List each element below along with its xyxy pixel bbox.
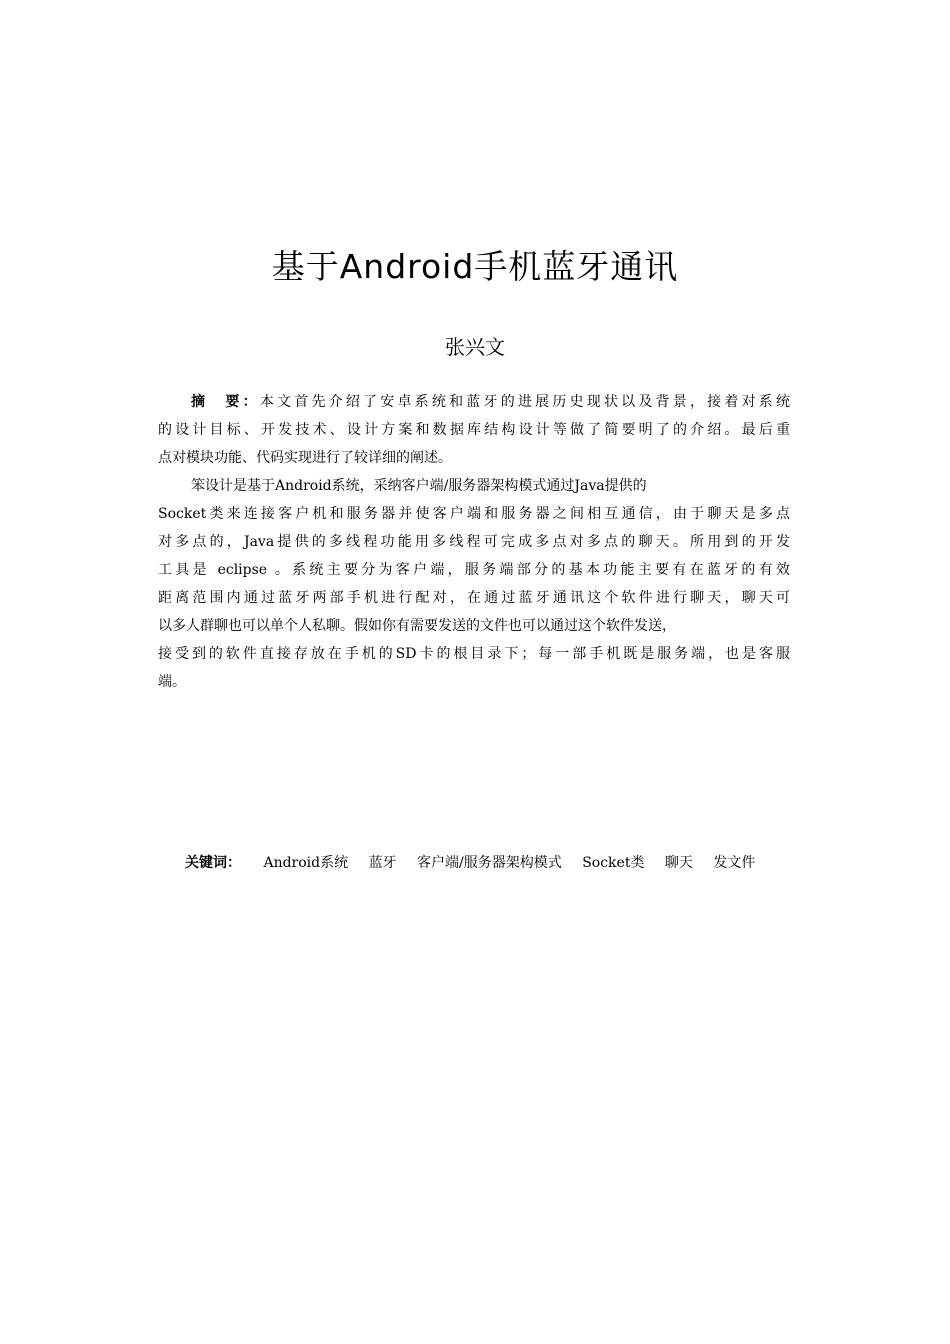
author-name: 张兴文 <box>445 335 505 359</box>
keyword-item: Android系统 <box>263 855 349 871</box>
keywords-row <box>185 849 771 877</box>
paragraph-text: 笨设计是基于Android系统，采纳客户端/服务器架构模式通过Java提供的 <box>191 478 647 494</box>
abstract-text: 本文首先介绍了安卓系统和蓝牙的进展历史现状以及背景，接着对系统 <box>259 394 791 410</box>
abstract-section <box>158 388 790 696</box>
keyword-item: 发文件 <box>713 855 756 871</box>
paragraph-line-1 <box>158 472 790 500</box>
keyword-item: 客户端/服务器架构模式 <box>417 855 562 871</box>
keyword-item: Socket类 <box>582 855 645 871</box>
paragraph-line-2: Socket类来连接客户机和服务器并使客户端和服务器之间相互通信，由于聊天是多点 <box>158 506 790 522</box>
abstract-label: 摘 要： <box>191 394 260 410</box>
paragraph-line-6: 以多人群聊也可以单个人私聊。假如你有需要发送的文件也可以通过这个软件发送， <box>158 618 676 634</box>
paragraph-line-7: 接受到的软件直接存放在手机的SD卡的根目录下；每一部手机既是服务端，也是客服 <box>158 646 790 662</box>
abstract-line-1 <box>158 388 790 416</box>
keyword-item: 聊天 <box>664 855 693 871</box>
abstract-line-2: 的设计目标、开发技术、设计方案和数据库结构设计等做了简要明了的介绍。最后重 <box>158 422 790 438</box>
abstract-line-3: 点对模块功能、代码实现进行了较详细的阐述。 <box>158 450 452 466</box>
paragraph-line-3: 对多点的，Java提供的多线程功能用多线程可完成多点对多点的聊天。所用到的开发 <box>158 534 790 550</box>
paragraph-line-5: 距离范围内通过蓝牙两部手机进行配对，在通过蓝牙通讯这个软件进行聊天，聊天可 <box>158 590 790 606</box>
keywords-label: 关键词： <box>185 855 241 871</box>
keyword-item: 蓝牙 <box>368 855 397 871</box>
paragraph-line-8: 端。 <box>158 674 186 690</box>
document-title: 基于Android手机蓝牙通讯 <box>271 247 679 286</box>
paragraph-line-4: 工具是 eclipse 。系统主要分为客户端，服务端部分的基本功能主要有在蓝牙的有效 <box>158 562 790 578</box>
